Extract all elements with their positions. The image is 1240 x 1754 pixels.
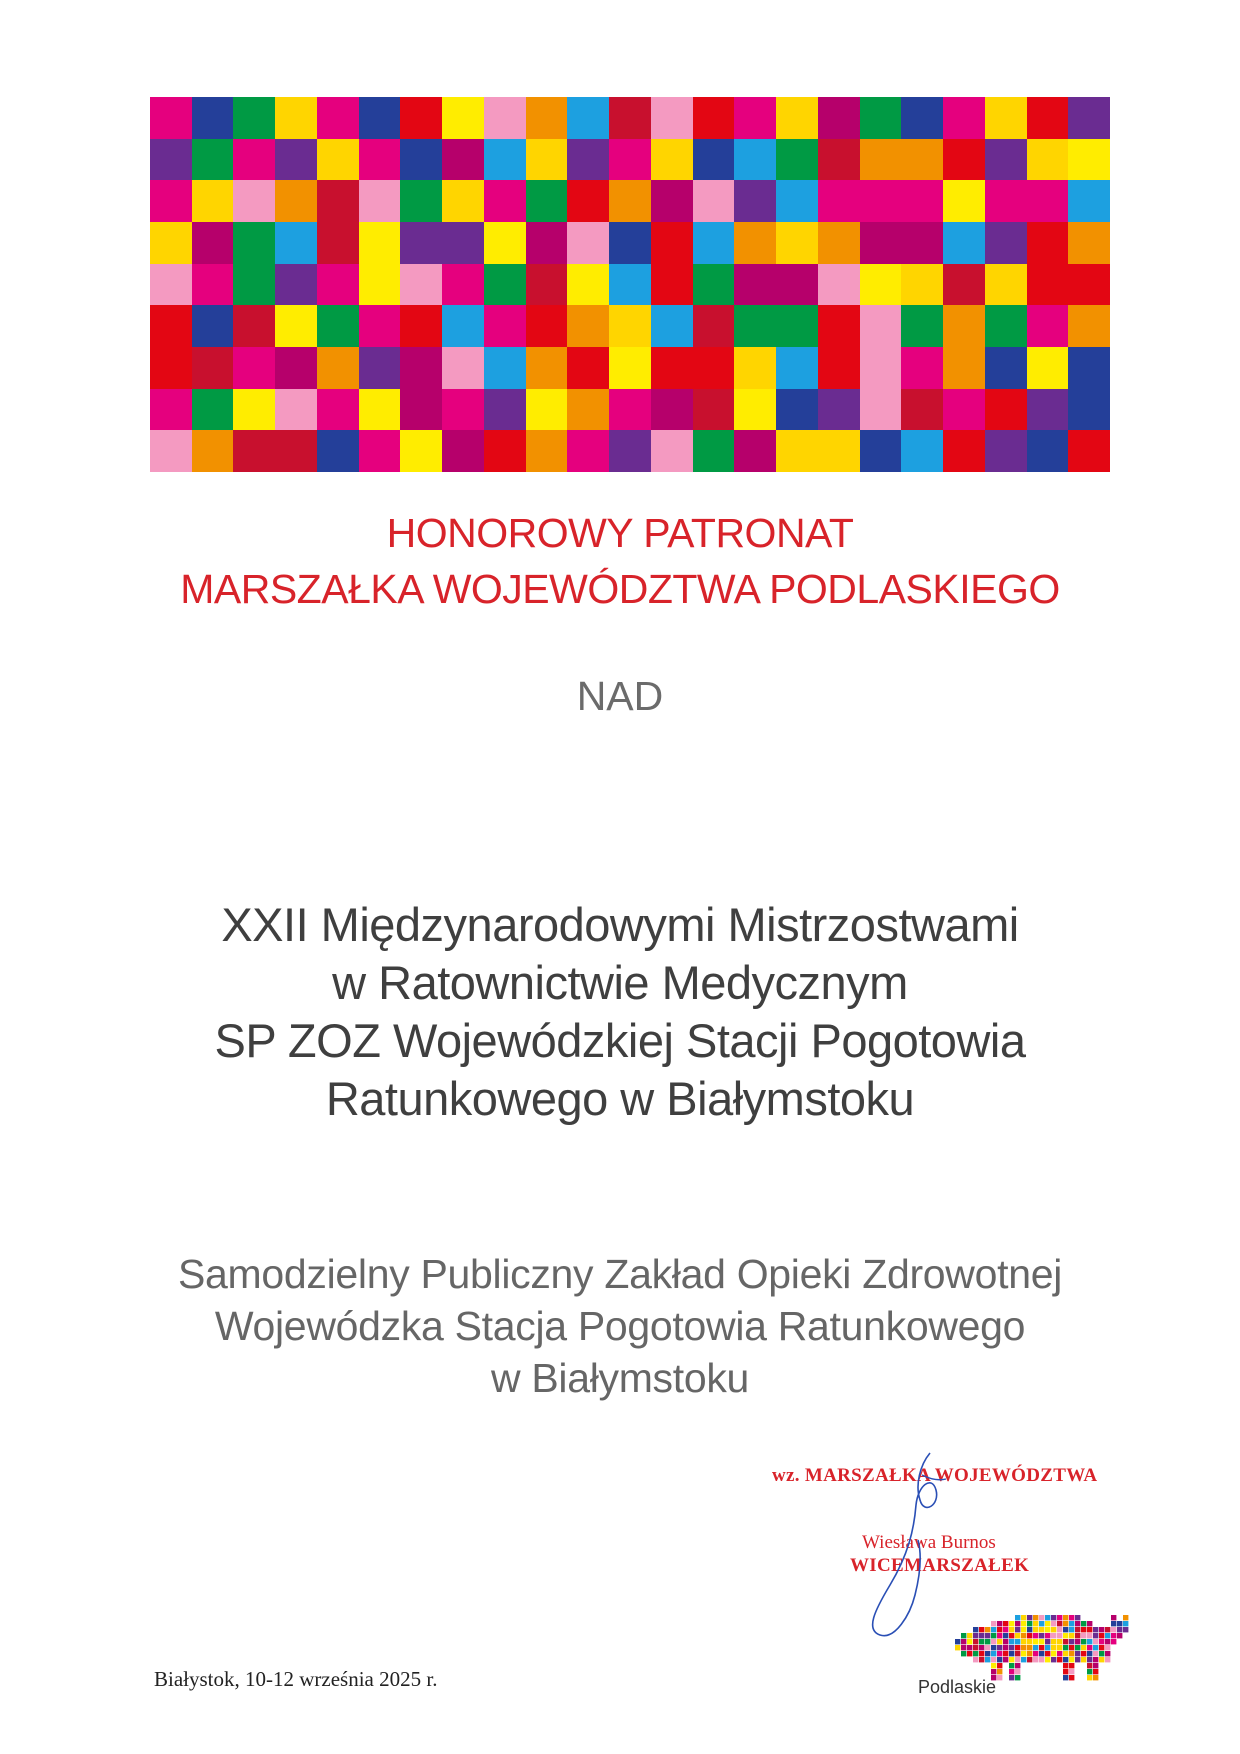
mosaic-tile xyxy=(734,264,776,306)
mosaic-tile xyxy=(233,389,275,431)
mosaic-tile xyxy=(651,180,693,222)
mosaic-tile xyxy=(860,222,902,264)
mosaic-tile xyxy=(818,347,860,389)
mosaic-tile xyxy=(1068,430,1110,472)
mosaic-tile xyxy=(818,430,860,472)
mosaic-tile xyxy=(233,139,275,181)
mosaic-tile xyxy=(150,139,192,181)
mosaic-tile xyxy=(359,389,401,431)
mosaic-tile xyxy=(317,305,359,347)
mosaic-tile xyxy=(442,430,484,472)
mosaic-tile xyxy=(317,430,359,472)
mosaic-tile xyxy=(150,430,192,472)
signatory-name: Wiesława Burnos xyxy=(862,1532,996,1553)
mosaic-tile xyxy=(818,389,860,431)
mosaic-tile xyxy=(693,389,735,431)
mosaic-tile xyxy=(317,389,359,431)
logo-label: Podlaskie xyxy=(918,1677,997,1697)
mosaic-tile xyxy=(233,180,275,222)
mosaic-tile xyxy=(609,430,651,472)
mosaic-tile xyxy=(192,305,234,347)
mosaic-tile xyxy=(651,222,693,264)
mosaic-tile xyxy=(484,430,526,472)
mosaic-tile xyxy=(192,97,234,139)
mosaic-tile xyxy=(901,139,943,181)
mosaic-tile xyxy=(567,97,609,139)
mosaic-tile xyxy=(275,264,317,306)
mosaic-tile xyxy=(317,222,359,264)
mosaic-tile xyxy=(233,305,275,347)
mosaic-tile xyxy=(484,305,526,347)
mosaic-tile xyxy=(1068,180,1110,222)
mosaic-tile xyxy=(1027,180,1069,222)
mosaic-tile xyxy=(442,264,484,306)
mosaic-tile xyxy=(651,139,693,181)
mosaic-tile xyxy=(609,97,651,139)
mosaic-tile xyxy=(484,389,526,431)
mosaic-tile xyxy=(526,389,568,431)
mosaic-tile xyxy=(317,180,359,222)
mosaic-tile xyxy=(693,264,735,306)
mosaic-tile xyxy=(818,180,860,222)
mosaic-tile xyxy=(1068,347,1110,389)
mosaic-tile xyxy=(943,347,985,389)
mosaic-tile xyxy=(442,97,484,139)
mosaic-tile xyxy=(275,430,317,472)
connector-text: NAD xyxy=(576,673,664,719)
event-line-2: w Ratownictwie Medycznym xyxy=(332,956,908,1009)
mosaic-tile xyxy=(1068,97,1110,139)
mosaic-tile xyxy=(150,347,192,389)
mosaic-tile xyxy=(526,139,568,181)
mosaic-tile xyxy=(985,389,1027,431)
mosaic-tile xyxy=(233,222,275,264)
mosaic-tile xyxy=(776,180,818,222)
mosaic-tile xyxy=(693,305,735,347)
organization-name xyxy=(0,1248,1240,1404)
mosaic-tile xyxy=(609,264,651,306)
mosaic-tile xyxy=(943,305,985,347)
mosaic-tile xyxy=(400,347,442,389)
mosaic-tile xyxy=(985,430,1027,472)
patronage-line-2: MARSZAŁKA WOJEWÓDZTWA PODLASKIEGO xyxy=(180,566,1060,612)
mosaic-tile xyxy=(400,264,442,306)
mosaic-tile xyxy=(484,347,526,389)
mosaic-tile xyxy=(776,222,818,264)
mosaic-tile xyxy=(567,389,609,431)
mosaic-tile xyxy=(567,305,609,347)
mosaic-tile xyxy=(734,180,776,222)
mosaic-tile xyxy=(275,139,317,181)
mosaic-tile xyxy=(1068,389,1110,431)
signatory-role: WICEMARSZAŁEK xyxy=(850,1555,1030,1576)
mosaic-tile xyxy=(943,430,985,472)
mosaic-tile xyxy=(400,430,442,472)
mosaic-tile xyxy=(734,347,776,389)
mosaic-tile xyxy=(776,389,818,431)
mosaic-tile xyxy=(484,264,526,306)
mosaic-tile xyxy=(359,347,401,389)
mosaic-tile xyxy=(567,430,609,472)
mosaic-tile xyxy=(442,305,484,347)
mosaic-tile xyxy=(567,222,609,264)
mosaic-tile xyxy=(567,139,609,181)
mosaic-tile xyxy=(1068,264,1110,306)
mosaic-tile xyxy=(1027,305,1069,347)
mosaic-tile xyxy=(860,139,902,181)
mosaic-tile xyxy=(693,347,735,389)
mosaic-tile xyxy=(567,264,609,306)
mosaic-tile xyxy=(192,222,234,264)
mosaic-tile xyxy=(943,222,985,264)
mosaic-tile xyxy=(192,264,234,306)
mosaic-tile xyxy=(526,264,568,306)
mosaic-tile xyxy=(442,222,484,264)
mosaic-tile xyxy=(275,180,317,222)
signature-title: wz. MARSZAŁKA WOJEWÓDZTWA xyxy=(772,1465,1098,1486)
mosaic-tile xyxy=(359,97,401,139)
mosaic-tile xyxy=(901,430,943,472)
mosaic-tile xyxy=(1027,139,1069,181)
mosaic-tile xyxy=(943,180,985,222)
mosaic-tile xyxy=(901,389,943,431)
mosaic-tile xyxy=(192,180,234,222)
mosaic-tile xyxy=(1027,430,1069,472)
mosaic-tile xyxy=(359,305,401,347)
mosaic-tile xyxy=(818,264,860,306)
mosaic-tile xyxy=(400,139,442,181)
mosaic-tile xyxy=(901,264,943,306)
mosaic-tile xyxy=(1027,347,1069,389)
mosaic-tile xyxy=(693,180,735,222)
mosaic-tile xyxy=(609,347,651,389)
mosaic-tile xyxy=(776,139,818,181)
mosaic-tile xyxy=(400,180,442,222)
mosaic-tile xyxy=(651,430,693,472)
mosaic-tile xyxy=(860,347,902,389)
mosaic-tile xyxy=(734,389,776,431)
mosaic-tile xyxy=(901,180,943,222)
place-and-date: Białystok, 10-12 września 2025 r. xyxy=(154,1667,438,1691)
mosaic-tile xyxy=(359,264,401,306)
mosaic-tile xyxy=(442,180,484,222)
mosaic-tile xyxy=(192,347,234,389)
mosaic-tile xyxy=(734,97,776,139)
mosaic-tile xyxy=(442,389,484,431)
mosaic-tile xyxy=(275,389,317,431)
mosaic-tile xyxy=(901,305,943,347)
mosaic-header-banner xyxy=(150,97,1110,472)
mosaic-tile xyxy=(317,139,359,181)
mosaic-tile xyxy=(985,139,1027,181)
mosaic-tile xyxy=(400,389,442,431)
mosaic-tile xyxy=(776,305,818,347)
mosaic-tile xyxy=(901,222,943,264)
event-line-3: SP ZOZ Wojewódzkiej Stacji Pogotowia xyxy=(214,1014,1026,1067)
event-line-1: XXII Międzynarodowymi Mistrzostwami xyxy=(221,898,1019,951)
mosaic-tile xyxy=(400,97,442,139)
mosaic-tile xyxy=(400,222,442,264)
mosaic-tile xyxy=(150,264,192,306)
mosaic-tile xyxy=(150,305,192,347)
mosaic-tile xyxy=(860,264,902,306)
mosaic-tile xyxy=(400,305,442,347)
mosaic-tile xyxy=(943,389,985,431)
mosaic-tile xyxy=(233,264,275,306)
mosaic-tile xyxy=(609,389,651,431)
mosaic-tile xyxy=(1068,139,1110,181)
mosaic-tile xyxy=(985,97,1027,139)
mosaic-tile xyxy=(192,139,234,181)
patronage-title xyxy=(0,505,1240,617)
mosaic-tile xyxy=(442,347,484,389)
mosaic-tile xyxy=(985,264,1027,306)
mosaic-tile xyxy=(150,222,192,264)
mosaic-tile xyxy=(150,97,192,139)
mosaic-tile xyxy=(985,347,1027,389)
mosaic-tile xyxy=(651,347,693,389)
mosaic-tile xyxy=(359,139,401,181)
mosaic-tile xyxy=(275,347,317,389)
mosaic-tile xyxy=(860,97,902,139)
mosaic-tile xyxy=(860,180,902,222)
mosaic-tile xyxy=(651,97,693,139)
mosaic-tile xyxy=(901,347,943,389)
mosaic-tile xyxy=(192,430,234,472)
mosaic-tile xyxy=(693,139,735,181)
mosaic-tile xyxy=(317,264,359,306)
mosaic-tile xyxy=(693,430,735,472)
mosaic-tile xyxy=(359,430,401,472)
mosaic-tile xyxy=(1068,305,1110,347)
mosaic-tile xyxy=(734,430,776,472)
mosaic-tile xyxy=(1027,264,1069,306)
mosaic-tile xyxy=(526,430,568,472)
mosaic-tile xyxy=(734,305,776,347)
organization-line-1: Samodzielny Publiczny Zakład Opieki Zdrowotnej xyxy=(177,1251,1063,1297)
mosaic-tile xyxy=(442,139,484,181)
mosaic-tile xyxy=(150,389,192,431)
mosaic-tile xyxy=(943,264,985,306)
organization-line-2: Wojewódzka Stacja Pogotowia Ratunkowego xyxy=(214,1303,1026,1349)
mosaic-tile xyxy=(526,305,568,347)
mosaic-tile xyxy=(776,430,818,472)
mosaic-tile xyxy=(526,222,568,264)
event-line-4: Ratunkowego w Białymstoku xyxy=(325,1072,915,1125)
mosaic-tile xyxy=(818,97,860,139)
mosaic-tile xyxy=(651,264,693,306)
mosaic-tile xyxy=(526,180,568,222)
mosaic-tile xyxy=(1027,97,1069,139)
mosaic-tile xyxy=(651,305,693,347)
mosaic-tile xyxy=(567,180,609,222)
mosaic-tile xyxy=(860,430,902,472)
mosaic-tile xyxy=(693,222,735,264)
mosaic-tile xyxy=(317,97,359,139)
mosaic-tile xyxy=(734,139,776,181)
mosaic-tile xyxy=(776,347,818,389)
mosaic-tile xyxy=(609,139,651,181)
mosaic-tile xyxy=(484,139,526,181)
mosaic-tile xyxy=(484,222,526,264)
mosaic-tile xyxy=(275,97,317,139)
mosaic-tile xyxy=(609,180,651,222)
mosaic-tile xyxy=(359,180,401,222)
mosaic-tile xyxy=(1027,222,1069,264)
mosaic-tile xyxy=(150,180,192,222)
mosaic-tile xyxy=(609,222,651,264)
mosaic-tile xyxy=(734,222,776,264)
organization-line-3: w Białymstoku xyxy=(490,1355,750,1401)
mosaic-tile xyxy=(609,305,651,347)
mosaic-tile xyxy=(233,430,275,472)
mosaic-tile xyxy=(818,222,860,264)
mosaic-tile xyxy=(818,305,860,347)
mosaic-tile xyxy=(359,222,401,264)
mosaic-tile xyxy=(860,305,902,347)
mosaic-tile xyxy=(1027,389,1069,431)
mosaic-tile xyxy=(985,305,1027,347)
event-title xyxy=(0,896,1240,1128)
mosaic-tile xyxy=(651,389,693,431)
mosaic-tile xyxy=(693,97,735,139)
mosaic-tile xyxy=(776,97,818,139)
mosaic-tile xyxy=(943,97,985,139)
mosaic-tile xyxy=(192,389,234,431)
mosaic-tile xyxy=(1068,222,1110,264)
mosaic-tile xyxy=(233,347,275,389)
mosaic-tile xyxy=(484,97,526,139)
mosaic-tile xyxy=(943,139,985,181)
mosaic-tile xyxy=(776,264,818,306)
patronage-line-1: HONOROWY PATRONAT xyxy=(386,510,854,556)
mosaic-tile xyxy=(818,139,860,181)
mosaic-tile xyxy=(317,347,359,389)
mosaic-tile xyxy=(526,97,568,139)
mosaic-tile xyxy=(484,180,526,222)
mosaic-tile xyxy=(860,389,902,431)
mosaic-tile xyxy=(275,305,317,347)
mosaic-tile xyxy=(526,347,568,389)
mosaic-tile xyxy=(567,347,609,389)
mosaic-tile xyxy=(901,97,943,139)
mosaic-tile xyxy=(275,222,317,264)
mosaic-tile xyxy=(233,97,275,139)
mosaic-tile xyxy=(985,222,1027,264)
mosaic-tile xyxy=(985,180,1027,222)
